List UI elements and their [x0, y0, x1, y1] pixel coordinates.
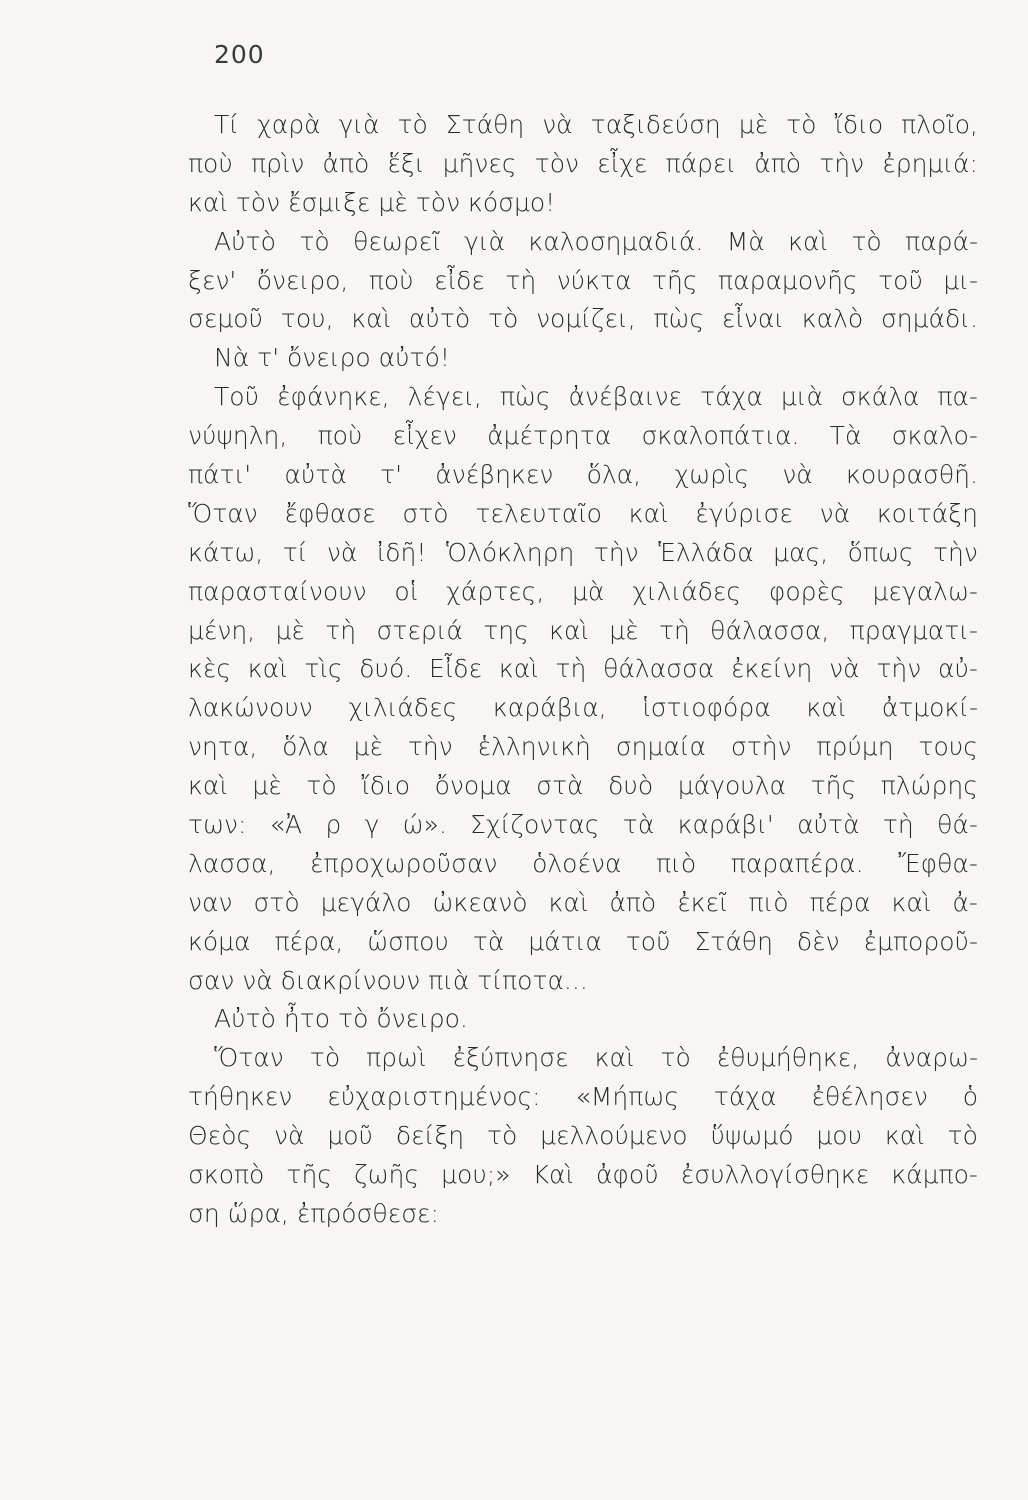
- word: ἔφθασε: [284, 498, 376, 528]
- word: σημάδι.: [880, 304, 978, 334]
- word: τῆς: [810, 771, 857, 801]
- word: λέγει,: [407, 382, 482, 412]
- word: εἶδε: [434, 265, 485, 295]
- word: τὸ: [486, 1121, 518, 1151]
- word: τὸν: [534, 148, 579, 178]
- word: ἴδιο: [361, 771, 411, 801]
- word: ἐρημιά:: [882, 148, 978, 178]
- word: Στάθη: [694, 926, 773, 956]
- word: μεγαλω-: [872, 576, 978, 606]
- word: ἔσμιξε: [288, 187, 379, 217]
- text-line: [188, 573, 978, 612]
- word: τὴν: [407, 732, 453, 762]
- word: τήθηκεν: [188, 1082, 293, 1112]
- word: καράβια,: [492, 693, 607, 723]
- word: ὄνειρο,: [256, 265, 349, 295]
- word: δὲν: [796, 926, 840, 956]
- word: Ὁλόκληρη: [445, 537, 575, 567]
- word: της: [483, 615, 529, 645]
- word: ὄνειρο.: [376, 1004, 468, 1034]
- word: νὰ: [819, 498, 851, 528]
- word: ἑλληνικὴ: [477, 732, 591, 762]
- word: κόμα: [188, 926, 251, 956]
- word: ὄνειρο: [287, 343, 379, 373]
- word: τῆς: [652, 265, 698, 295]
- word: ἀπὸ: [754, 148, 802, 178]
- word: χαρὰ: [256, 110, 321, 139]
- word: καὶ: [549, 615, 589, 645]
- word: ποὺ: [188, 148, 233, 178]
- word: λακώνουν: [188, 693, 313, 723]
- word: ἐπρόσθεσε:: [296, 1198, 439, 1228]
- word: ἀνέβαινε: [568, 382, 683, 412]
- word: τὸν: [235, 187, 288, 217]
- word: μῆνες: [442, 148, 517, 178]
- word: νὰ: [542, 110, 573, 139]
- word: νὰ: [242, 965, 281, 995]
- word: τὴ: [658, 615, 690, 645]
- word: μάγουλα: [677, 771, 786, 801]
- word: μοῦ: [327, 1121, 373, 1151]
- word: μελλούμενο: [540, 1121, 688, 1151]
- word: Τὰ: [829, 421, 862, 451]
- word: τὸ: [786, 110, 817, 139]
- word: καὶ: [594, 1043, 635, 1073]
- word: τὸ: [306, 771, 337, 801]
- word: ξεν': [188, 265, 237, 295]
- word: τὰ: [622, 810, 655, 840]
- word: Σχίζοντας: [470, 810, 600, 840]
- word: φορὲς: [768, 576, 845, 606]
- word: στεριά: [376, 615, 463, 645]
- word: χάρτες,: [445, 576, 545, 606]
- word: μὲ: [378, 187, 416, 217]
- text-line: [188, 534, 978, 573]
- word: ἀναρω-: [885, 1043, 978, 1073]
- word: παραπέρα.: [730, 848, 864, 878]
- word: χιλιάδες: [632, 576, 742, 606]
- word: καὶ: [628, 498, 669, 528]
- word: ἀμέτρητα: [487, 421, 612, 451]
- text-line: [188, 650, 978, 689]
- word: ἐκείνη: [731, 654, 813, 684]
- word: καὶ: [351, 304, 392, 334]
- word: παρά-: [905, 226, 978, 256]
- word: ἐφάνηκε,: [277, 382, 390, 412]
- word: ταξιδεύση: [590, 110, 721, 139]
- text-line: [188, 456, 978, 495]
- text-line: [188, 1195, 978, 1234]
- word: πιὸ: [656, 848, 697, 878]
- text-line: [188, 378, 978, 417]
- word: εὐχαριστημένος:: [327, 1082, 541, 1112]
- word: «Μήπως: [575, 1082, 679, 1112]
- body-text: [188, 106, 978, 1234]
- word: Θεὸς: [188, 1121, 252, 1151]
- word: πραγματι-: [849, 615, 978, 645]
- word: τὸ: [338, 1004, 377, 1034]
- word: Τοῦ: [214, 382, 260, 412]
- word: καὶ: [891, 887, 932, 917]
- text-line: [188, 1000, 978, 1039]
- word: ἐθυμήθηκε,: [716, 1043, 860, 1073]
- word: τάχα: [713, 1082, 777, 1112]
- word: τοῦ: [625, 926, 671, 956]
- word: ὄνομα: [434, 771, 512, 801]
- word: πα-: [937, 382, 978, 412]
- word: λασσα,: [188, 848, 276, 878]
- word: πέρα,: [274, 926, 344, 956]
- word: τους: [918, 732, 978, 762]
- word: καλοσημαδιά.: [528, 226, 704, 256]
- word: Αὐτὸ: [214, 1004, 284, 1034]
- word: Ἑλλάδα: [658, 537, 754, 567]
- word: σκοπὸ: [188, 1160, 265, 1190]
- word: σκάλα: [840, 382, 920, 412]
- word: κοιτάξη: [876, 498, 978, 528]
- word: τὴ: [882, 810, 914, 840]
- word: μάτια: [528, 926, 602, 956]
- text-line: [188, 223, 978, 262]
- word: τὴ: [505, 265, 537, 295]
- word: εἶχεν: [392, 421, 457, 451]
- word: νὰ: [326, 537, 358, 567]
- word: ὠκεανὸ: [432, 887, 528, 917]
- word: ναν: [188, 887, 233, 917]
- word: δείξη: [395, 1121, 465, 1151]
- word: εἶχε: [597, 148, 648, 178]
- word: κουρασθῆ.: [846, 460, 978, 490]
- word: τὴν: [593, 537, 639, 567]
- word: μου: [816, 1121, 863, 1151]
- word: παραμονῆς: [718, 265, 858, 295]
- word: γ: [364, 810, 380, 840]
- word: μὲ: [738, 110, 769, 139]
- word: θάλασσα: [603, 654, 715, 684]
- word: καλὸ: [801, 304, 864, 334]
- word: ὥρα,: [227, 1198, 297, 1228]
- text-line: [188, 495, 978, 534]
- word: Νὰ: [214, 343, 258, 373]
- word: τί: [282, 537, 308, 567]
- word: του,: [280, 304, 334, 334]
- word: τὸ: [397, 110, 428, 139]
- word: ἐμποροῦ-: [863, 926, 978, 956]
- word: ὁλοένα: [532, 848, 622, 878]
- word: τίποτα...: [477, 965, 588, 995]
- word: τῆς: [286, 1160, 332, 1190]
- word: ἕξι: [387, 148, 425, 178]
- word: τὸ: [851, 226, 882, 256]
- word: θά-: [937, 810, 978, 840]
- word: Αὐτὸ: [214, 226, 276, 256]
- word: πρύμη: [816, 732, 894, 762]
- word: μὰ: [572, 576, 605, 606]
- word: αὐτὸ: [408, 304, 471, 334]
- text-line: [188, 923, 978, 962]
- word: νὰ: [829, 654, 860, 684]
- word: τὰ: [472, 926, 505, 956]
- word: σκαλοπάτια.: [641, 421, 800, 451]
- text-line: [188, 884, 978, 923]
- word: νὰ: [274, 1121, 305, 1151]
- word: των:: [188, 810, 247, 840]
- word: πιὰ: [428, 965, 478, 995]
- word: χιλιάδες: [348, 693, 458, 723]
- word: τὴν: [933, 537, 978, 567]
- word: «Ἀ: [269, 810, 303, 840]
- word: πλοῖο,: [901, 110, 978, 139]
- word: διακρίνουν: [280, 965, 429, 995]
- word: ἐγύρισε: [695, 498, 793, 528]
- text-line: [188, 1039, 978, 1078]
- word: κάτω,: [188, 537, 264, 567]
- text-line: [188, 1156, 978, 1195]
- word: ἦτο: [283, 1004, 339, 1034]
- word: πὼς: [499, 382, 551, 412]
- word: κὲς: [188, 654, 232, 684]
- word: τὶς: [304, 654, 343, 684]
- text-line: [188, 612, 978, 651]
- word: μεγάλο: [320, 887, 412, 917]
- word: τὴν: [819, 148, 865, 178]
- text-line: [188, 339, 978, 378]
- word: καὶ: [884, 1121, 925, 1151]
- text-line: [188, 300, 978, 339]
- word: δυό.: [359, 654, 413, 684]
- word: ἀπὸ: [322, 148, 370, 178]
- word: κάμπο-: [891, 1160, 978, 1190]
- word: ὅλα,: [586, 460, 642, 490]
- word: πέρα: [809, 887, 871, 917]
- word: νύψηλη,: [188, 421, 288, 451]
- word: αὐτὰ: [797, 810, 860, 840]
- word: ἴδιο: [834, 110, 884, 139]
- word: στὸ: [253, 887, 300, 917]
- text-line: [188, 728, 978, 767]
- word: καὶ: [247, 654, 288, 684]
- word: μένη,: [188, 615, 256, 645]
- word: ἐπροχωροῦσαν: [310, 848, 498, 878]
- word: Μὰ: [726, 226, 765, 256]
- word: ζωῆς: [354, 1160, 420, 1190]
- word: μὲ: [275, 615, 305, 645]
- word: καὶ: [806, 693, 847, 723]
- word: ἐξύπνησε: [452, 1043, 569, 1073]
- word: μὲ: [252, 771, 282, 801]
- word: καὶ: [788, 226, 828, 256]
- word: ὕψωμό: [710, 1121, 794, 1151]
- word: τὸ: [487, 304, 519, 334]
- text-line: [188, 145, 978, 184]
- word: χωρὶς: [674, 460, 750, 490]
- word: νύκτα: [556, 265, 632, 295]
- word: πλώρης: [880, 771, 978, 801]
- word: τὴ: [555, 654, 587, 684]
- word: οἱ: [394, 576, 419, 606]
- word: πρωὶ: [366, 1043, 427, 1073]
- word: τάχα: [700, 382, 763, 412]
- word: αὐτὰ: [284, 460, 347, 490]
- word: ἀφοῦ: [595, 1160, 659, 1190]
- word: τὸν: [415, 187, 468, 217]
- word: τὸ: [309, 1043, 341, 1073]
- word: στὰ: [536, 771, 584, 801]
- word: ἀ-: [952, 887, 978, 917]
- word: μὲ: [353, 732, 384, 762]
- word: Εἶδε: [429, 654, 483, 684]
- word: πρὶν: [250, 148, 305, 178]
- word: ρ: [325, 810, 342, 840]
- word: γιὰ: [338, 110, 380, 139]
- text-line: [188, 689, 978, 728]
- word: Ἔφθα-: [898, 848, 978, 878]
- text-line: [188, 106, 978, 145]
- word: τὸ: [299, 226, 330, 256]
- word: αὐ-: [937, 654, 978, 684]
- word: γιὰ: [464, 226, 506, 256]
- text-line: [188, 962, 978, 1001]
- word: σεμοῦ: [188, 304, 264, 334]
- word: ἀπὸ: [609, 887, 657, 917]
- word: καράβι': [677, 810, 774, 840]
- word: τὴν: [876, 654, 922, 684]
- word: νὰ: [782, 460, 813, 490]
- word: μου;»: [441, 1160, 511, 1190]
- word: μας,: [773, 537, 829, 567]
- text-line: [188, 806, 978, 845]
- word: τελευταῖο: [475, 498, 602, 528]
- word: μιὰ: [780, 382, 823, 412]
- word: ἐσυλλογίσθηκε: [680, 1160, 870, 1190]
- word: καὶ: [188, 187, 236, 217]
- word: ἀνέβηκεν: [435, 460, 554, 490]
- text-line: [188, 1078, 978, 1117]
- word: Καὶ: [532, 1160, 574, 1190]
- word: πιὸ: [748, 887, 789, 917]
- word: καὶ: [548, 887, 589, 917]
- word: πάτι': [188, 460, 252, 490]
- word: Ὅταν: [188, 498, 258, 528]
- word: τὴ: [325, 615, 357, 645]
- word: νητα,: [188, 732, 258, 762]
- word: Ὅταν: [214, 1043, 284, 1073]
- text-line: [188, 767, 978, 806]
- page-number: 200: [214, 40, 265, 69]
- word: καὶ: [188, 771, 228, 801]
- word: πάρει: [665, 148, 737, 178]
- word: ση: [188, 1198, 228, 1228]
- text-line: [188, 845, 978, 884]
- word: τὸ: [660, 1043, 691, 1073]
- word: δυὸ: [608, 771, 654, 801]
- text-line: [188, 1117, 978, 1156]
- word: ὅπως: [847, 537, 914, 567]
- word: θεωρεῖ: [353, 226, 441, 256]
- word: ὅλα: [282, 732, 329, 762]
- word: ἀτμοκί-: [881, 693, 978, 723]
- word: σημαία: [615, 732, 706, 762]
- word: ἐθέλησεν: [811, 1082, 928, 1112]
- word: σαν: [188, 965, 243, 995]
- word: ποὺ: [317, 421, 363, 451]
- word: θάλασσα,: [710, 615, 830, 645]
- word: Τί: [214, 110, 239, 139]
- word: τὸ: [947, 1121, 978, 1151]
- word: ὥσπου: [367, 926, 449, 956]
- word: αὐτό!: [378, 343, 450, 373]
- word: ώ».: [402, 810, 447, 840]
- word: στὴν: [730, 732, 792, 762]
- word: ἐκεῖ: [677, 887, 728, 917]
- word: σκαλο-: [891, 421, 978, 451]
- word: τ': [380, 460, 403, 490]
- word: τοῦ: [878, 265, 923, 295]
- text-line: [188, 262, 978, 301]
- word: καὶ: [498, 654, 539, 684]
- word: εἶναι: [721, 304, 784, 334]
- word: κόσμο!: [468, 187, 556, 217]
- word: πὼς: [653, 304, 705, 334]
- word: νομίζει,: [536, 304, 636, 334]
- word: ἰδῆ!: [376, 537, 427, 567]
- word: τ': [257, 343, 288, 373]
- word: ὁ: [962, 1082, 978, 1112]
- word: μὲ: [609, 615, 639, 645]
- text-line: [188, 184, 978, 223]
- word: στὸ: [402, 498, 449, 528]
- word: μι-: [943, 265, 978, 295]
- word: Στάθη: [445, 110, 525, 139]
- text-line: [188, 417, 978, 456]
- word: ἱστιοφόρα: [642, 693, 771, 723]
- word: παρασταίνουν: [188, 576, 367, 606]
- word: ποὺ: [368, 265, 414, 295]
